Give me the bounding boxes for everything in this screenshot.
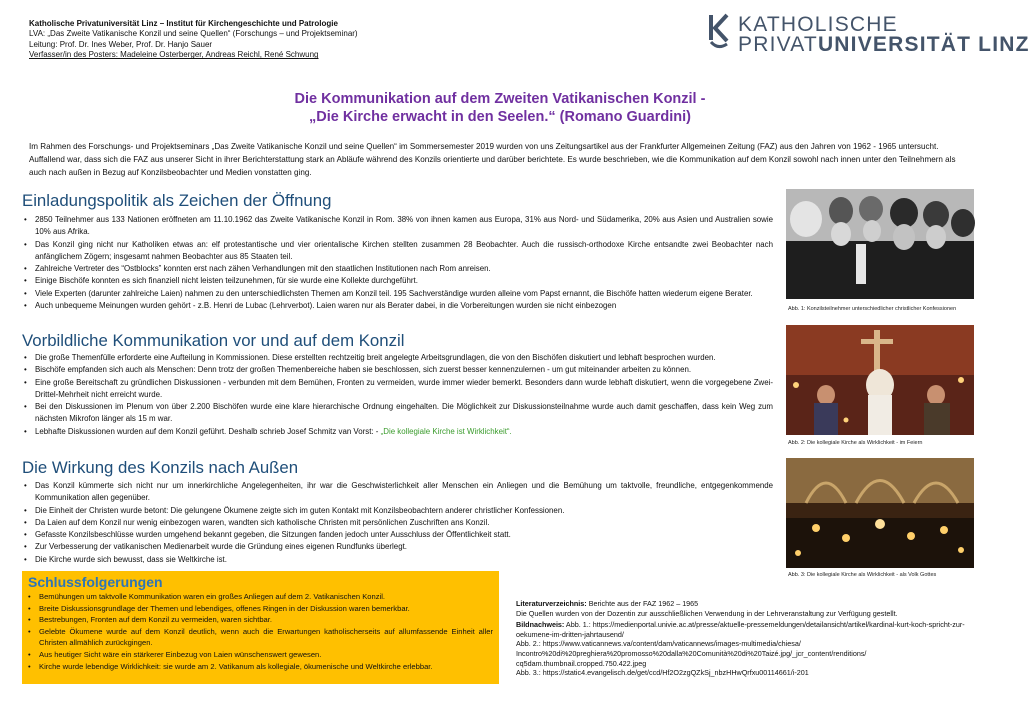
list-item: • Aus heutiger Sicht wäre ein stärkerer Einbezug von Laien wünschenswert gewesen. bbox=[27, 649, 493, 661]
list-item: • Gelebte Ökumene wurde auf dem Konzil deutlich, wenn auch die Erwartungen katholischerseits auf allumfassende Einheit aller Christen allmählich zurückgingen. bbox=[27, 626, 493, 649]
image-credits-line bbox=[516, 620, 976, 639]
logo-line-2-light: PRIVAT bbox=[738, 33, 818, 56]
authors-line: Verfasser/in des Posters: Madeleine Osterberger, Andreas Reichl, René Schwung bbox=[29, 50, 319, 60]
list-item: • Bei den Diskussionen im Plenum von über 2.200 Bischöfen wurde eine klare hierarchische Ordnung eingehalten. Die Möglichkeit zur Diskussionsteilnahme wurde auch damit geschaffen, dass kein Weg zum nächsten Mikrofon länger als 15 m war. bbox=[23, 401, 773, 426]
list-item: • Auch unbequeme Meinungen wurden gehört - z.B. Henri de Lubac (Lehrverbot). Laien waren nur als Berater dabei, in die Vorbereitungen wurden sie nicht einbezogen bbox=[23, 300, 773, 312]
list-item: • Zur Verbesserung der vatikanischen Medienarbeit wurde die Gründung eines eigenen Rundfunks überlegt. bbox=[23, 541, 773, 553]
image-credit-1: Abb. 1.: https://medienportal.univie.ac.at/presse/aktuelle-pressemeldungen/detailansicht/artikel/kardinal-kurt-koch-spricht-zur-oekumene-im-dritten-jahrtausend/ bbox=[516, 620, 965, 639]
list-item: • Breite Diskussionsgrundlage der Themen und lebendiges, offenes Ringen in der Diskussion waren bemerkbar. bbox=[27, 603, 493, 615]
list-item: • Bestrebungen, Fronten auf dem Konzil zu vermeiden, waren sichtbar. bbox=[27, 614, 493, 626]
literature-label: Literaturverzeichnis: bbox=[516, 599, 587, 608]
list-item: • Das Konzil ging nicht nur Katholiken etwas an: elf protestantische und vier orientalische Kirchen stellten zusammen 28 Beobachter. Auch die russisch-orthodoxe Kirche entsandte zwei Beobachter nach anfänglichem Zögern; insgesamt nahmen Beobachter aus 85 Staaten teil. bbox=[23, 239, 773, 264]
list-item: • Einige Bischöfe konnten es sich finanziell nicht leisten teilzunehmen, für sie wurde eine Kollekte durchgeführt. bbox=[23, 275, 773, 287]
conclusions-box bbox=[22, 571, 499, 684]
caption-photo-3: Abb. 3: Die kollegiale Kirche als Wirklichkeit - als Volk Gottes bbox=[788, 572, 937, 578]
institute-line: Katholische Privatuniversität Linz – Institut für Kirchengeschichte und Patrologie bbox=[29, 19, 338, 28]
list-item-text: Lebhafte Diskussionen wurden auf dem Konzil geführt. Deshalb schrieb Josef Schmitz van Vorst: - bbox=[35, 426, 381, 436]
logo-line-2 bbox=[738, 33, 1030, 57]
caption-photo-1: Abb. 1: Konzilsteilnehmer unterschiedlicher christlicher Konfessionen bbox=[788, 306, 957, 312]
list-item: • Da Laien auf dem Konzil nur wenig einbezogen waren, wandten sich katholische Christen mit persönlichen Zuschriften ans Konzil. bbox=[23, 517, 773, 529]
section-heading-invitation: Einladungspolitik als Zeichen der Öffnung bbox=[22, 191, 332, 210]
image-credit-2: Abb. 2.: https://www.vaticannews.va/content/dam/vaticannews/images-multimedia/chiesa/ Incontro%20di%20preghiera%20promosso%20dalla%20Comunità%20di%20Taizé.jpg/_jcr_content/renditions/ cq5dam.thumbnail.cropped.750.422.jpeg bbox=[516, 639, 867, 668]
list-item: • Die Kirche wurde sich bewusst, dass sie Weltkirche ist. bbox=[23, 554, 773, 566]
list-item: • Bischöfe empfanden sich auch als Menschen: Denn trotz der großen Themenbereiche haben sie beschlossen, sich zuerst besser kennenzulernen - um gut miteinander arbeiten zu können. bbox=[23, 364, 773, 376]
ku-linz-emblem-icon bbox=[705, 12, 735, 52]
list-item bbox=[23, 426, 773, 438]
literature-note: Die Quellen wurden von der Dozentin zur ausschließlichen Verwendung in der Lehrveranstaltung zur Verfügung gestellt. bbox=[516, 608, 898, 618]
title-line-1: Die Kommunikation auf dem Zweiten Vatikanischen Konzil - bbox=[294, 91, 706, 107]
list-item: • Bemühungen um taktvolle Kommunikation waren ein großes Anliegen auf dem 2. Vatikanischen Konzil. bbox=[27, 591, 493, 603]
list-item: • 2850 Teilnehmer aus 133 Nationen eröffneten am 11.10.1962 das Zweite Vatikanische Konzil in Rom. 38% von ihnen kamen aus Europa, 31% aus Nord- und Südamerika, 20% aus Asien und Australien sowie 10% aus Afrika. bbox=[23, 214, 773, 239]
photo-celebration bbox=[786, 325, 974, 435]
collegial-church-quote: „Die kollegiale Kirche ist Wirklichkeit“. bbox=[380, 426, 512, 436]
photo-council-participants bbox=[786, 189, 974, 299]
logo-line-2-bold: UNIVERSITÄT LINZ bbox=[817, 33, 1030, 56]
caption-photo-2: Abb. 2: Die kollegiale Kirche als Wirklichkeit - im Feiern bbox=[788, 440, 923, 446]
literature-line bbox=[516, 599, 976, 609]
candlelight-church-photo-icon bbox=[786, 458, 974, 568]
poster-header bbox=[29, 19, 358, 61]
section-heading-impact: Die Wirkung des Konzils nach Außen bbox=[22, 458, 299, 477]
lecturers-line: Leitung: Prof. Dr. Ines Weber, Prof. Dr. Hanjo Sauer bbox=[29, 39, 213, 49]
taize-prayer-photo-icon bbox=[786, 325, 974, 435]
poster-title bbox=[150, 90, 850, 126]
image-credit-3: Abb. 3.: https://static4.evangelisch.de/get/ccd/Hf2O2zgQZkSj_nbzHHwQrfxu00114661/i-201 bbox=[516, 668, 809, 678]
list-item: • Kirche wurde lebendige Wirklichkeit: sie wurde am 2. Vatikanum als kollegiale, ökumenische und Weltkirche erlebbar. bbox=[27, 661, 493, 673]
list-item: • Die Einheit der Christen wurde betont: Die gelungene Ökumene zeigte sich im guten Kontakt mit Konzilsbeobachtern anderer christlicher Konfessionen. bbox=[23, 505, 773, 517]
list-item: • Eine große Bereitschaft zu gründlichen Diskussionen - verbunden mit dem Bemühen, Fronten zu vermeiden, wurde immer wieder bemerkt. Besonders dann wurde lebhaft diskutiert, wenn die vorgegebene Zwei-Drittel-Mehrheit nicht erreicht wurde. bbox=[23, 377, 773, 402]
references-block bbox=[516, 599, 976, 678]
course-line: LVA: „Das Zweite Vatikanische Konzil und seine Quellen“ (Forschungs – und Projektseminar) bbox=[29, 29, 358, 39]
list-item: • Das Konzil kümmerte sich nicht nur um innerkirchliche Angelegenheiten, ihr war die Geschwisterlichkeit aller Menschen ein Anliegen und die Bemühung um taktvolle, freundliche, entgegenkommende Kommunikation allen gegenüber. bbox=[23, 480, 773, 505]
list-item: • Gefasste Konzilsbeschlüsse wurden umgehend bekannt gegeben, die Sitzungen fanden jedoch unter Ausschluss der Öffentlichkeit statt. bbox=[23, 529, 773, 541]
section-list-impact bbox=[23, 480, 773, 566]
image-credits-label: Bildnachweis: bbox=[516, 620, 565, 630]
list-item: • Die große Themenfülle erforderte eine Aufteilung in Kommissionen. Diese erstellten rechtzeitig breit angelegte Arbeitsgrundlagen, die von den Bischöfen diskutiert und lebhaft besprochen wurden. bbox=[23, 352, 773, 364]
literature-text: Berichte aus der FAZ 1962 – 1965 bbox=[586, 599, 699, 608]
list-item: • Zahlreiche Vertreter des “Ostblocks” konnten erst nach zähen Verhandlungen mit den staatlichen Institutionen nach Rom anreisen. bbox=[23, 263, 773, 275]
clergy-group-photo-icon bbox=[786, 189, 974, 299]
photo-people-of-god bbox=[786, 458, 974, 568]
list-item: • Viele Experten (darunter zahlreiche Laien) nahmen zu den unterschiedlichsten Themen am Konzil teil. 195 Sachverständige wurden alleine vom Papst ernannt, die Bischöfe hatten wiederum eigene Berater. bbox=[23, 288, 773, 300]
conclusions-heading: Schlussfolgerungen bbox=[28, 574, 163, 590]
logo-line-1: KATHOLISCHE bbox=[738, 13, 898, 36]
university-logo bbox=[705, 12, 1030, 56]
section-list-invitation bbox=[23, 214, 773, 312]
intro-paragraph: Im Rahmen des Forschungs- und Projektseminars „Das Zweite Vatikanische Konzil und seine Quellen“ im Sommersemester 2019 wurden von uns Zeitungsartikel aus der Frankfurter Allgemeinen Zeitung (FAZ) aus den Jahren von 1962 - 1965 untersucht. Auffallend war, dass sich die FAZ aus unserer Sicht in ihrer Berichterstattung stark an Abläufe während des Konzils orientierte und darüber berichtete. Es wurde beschrieben, wie die Kommunikation auf dem Konzil sowohl nach innen unter den Teilnehmern als auch nach außen in Bezug auf Konzilsbeobachter und Medien vonstatten ging. bbox=[29, 142, 956, 177]
section-list-communication bbox=[23, 352, 773, 438]
section-heading-communication: Vorbildliche Kommunikation vor und auf dem Konzil bbox=[22, 331, 405, 350]
title-line-2: „Die Kirche erwacht in den Seelen.“ (Romano Guardini) bbox=[309, 109, 691, 125]
conclusions-list bbox=[27, 591, 493, 672]
